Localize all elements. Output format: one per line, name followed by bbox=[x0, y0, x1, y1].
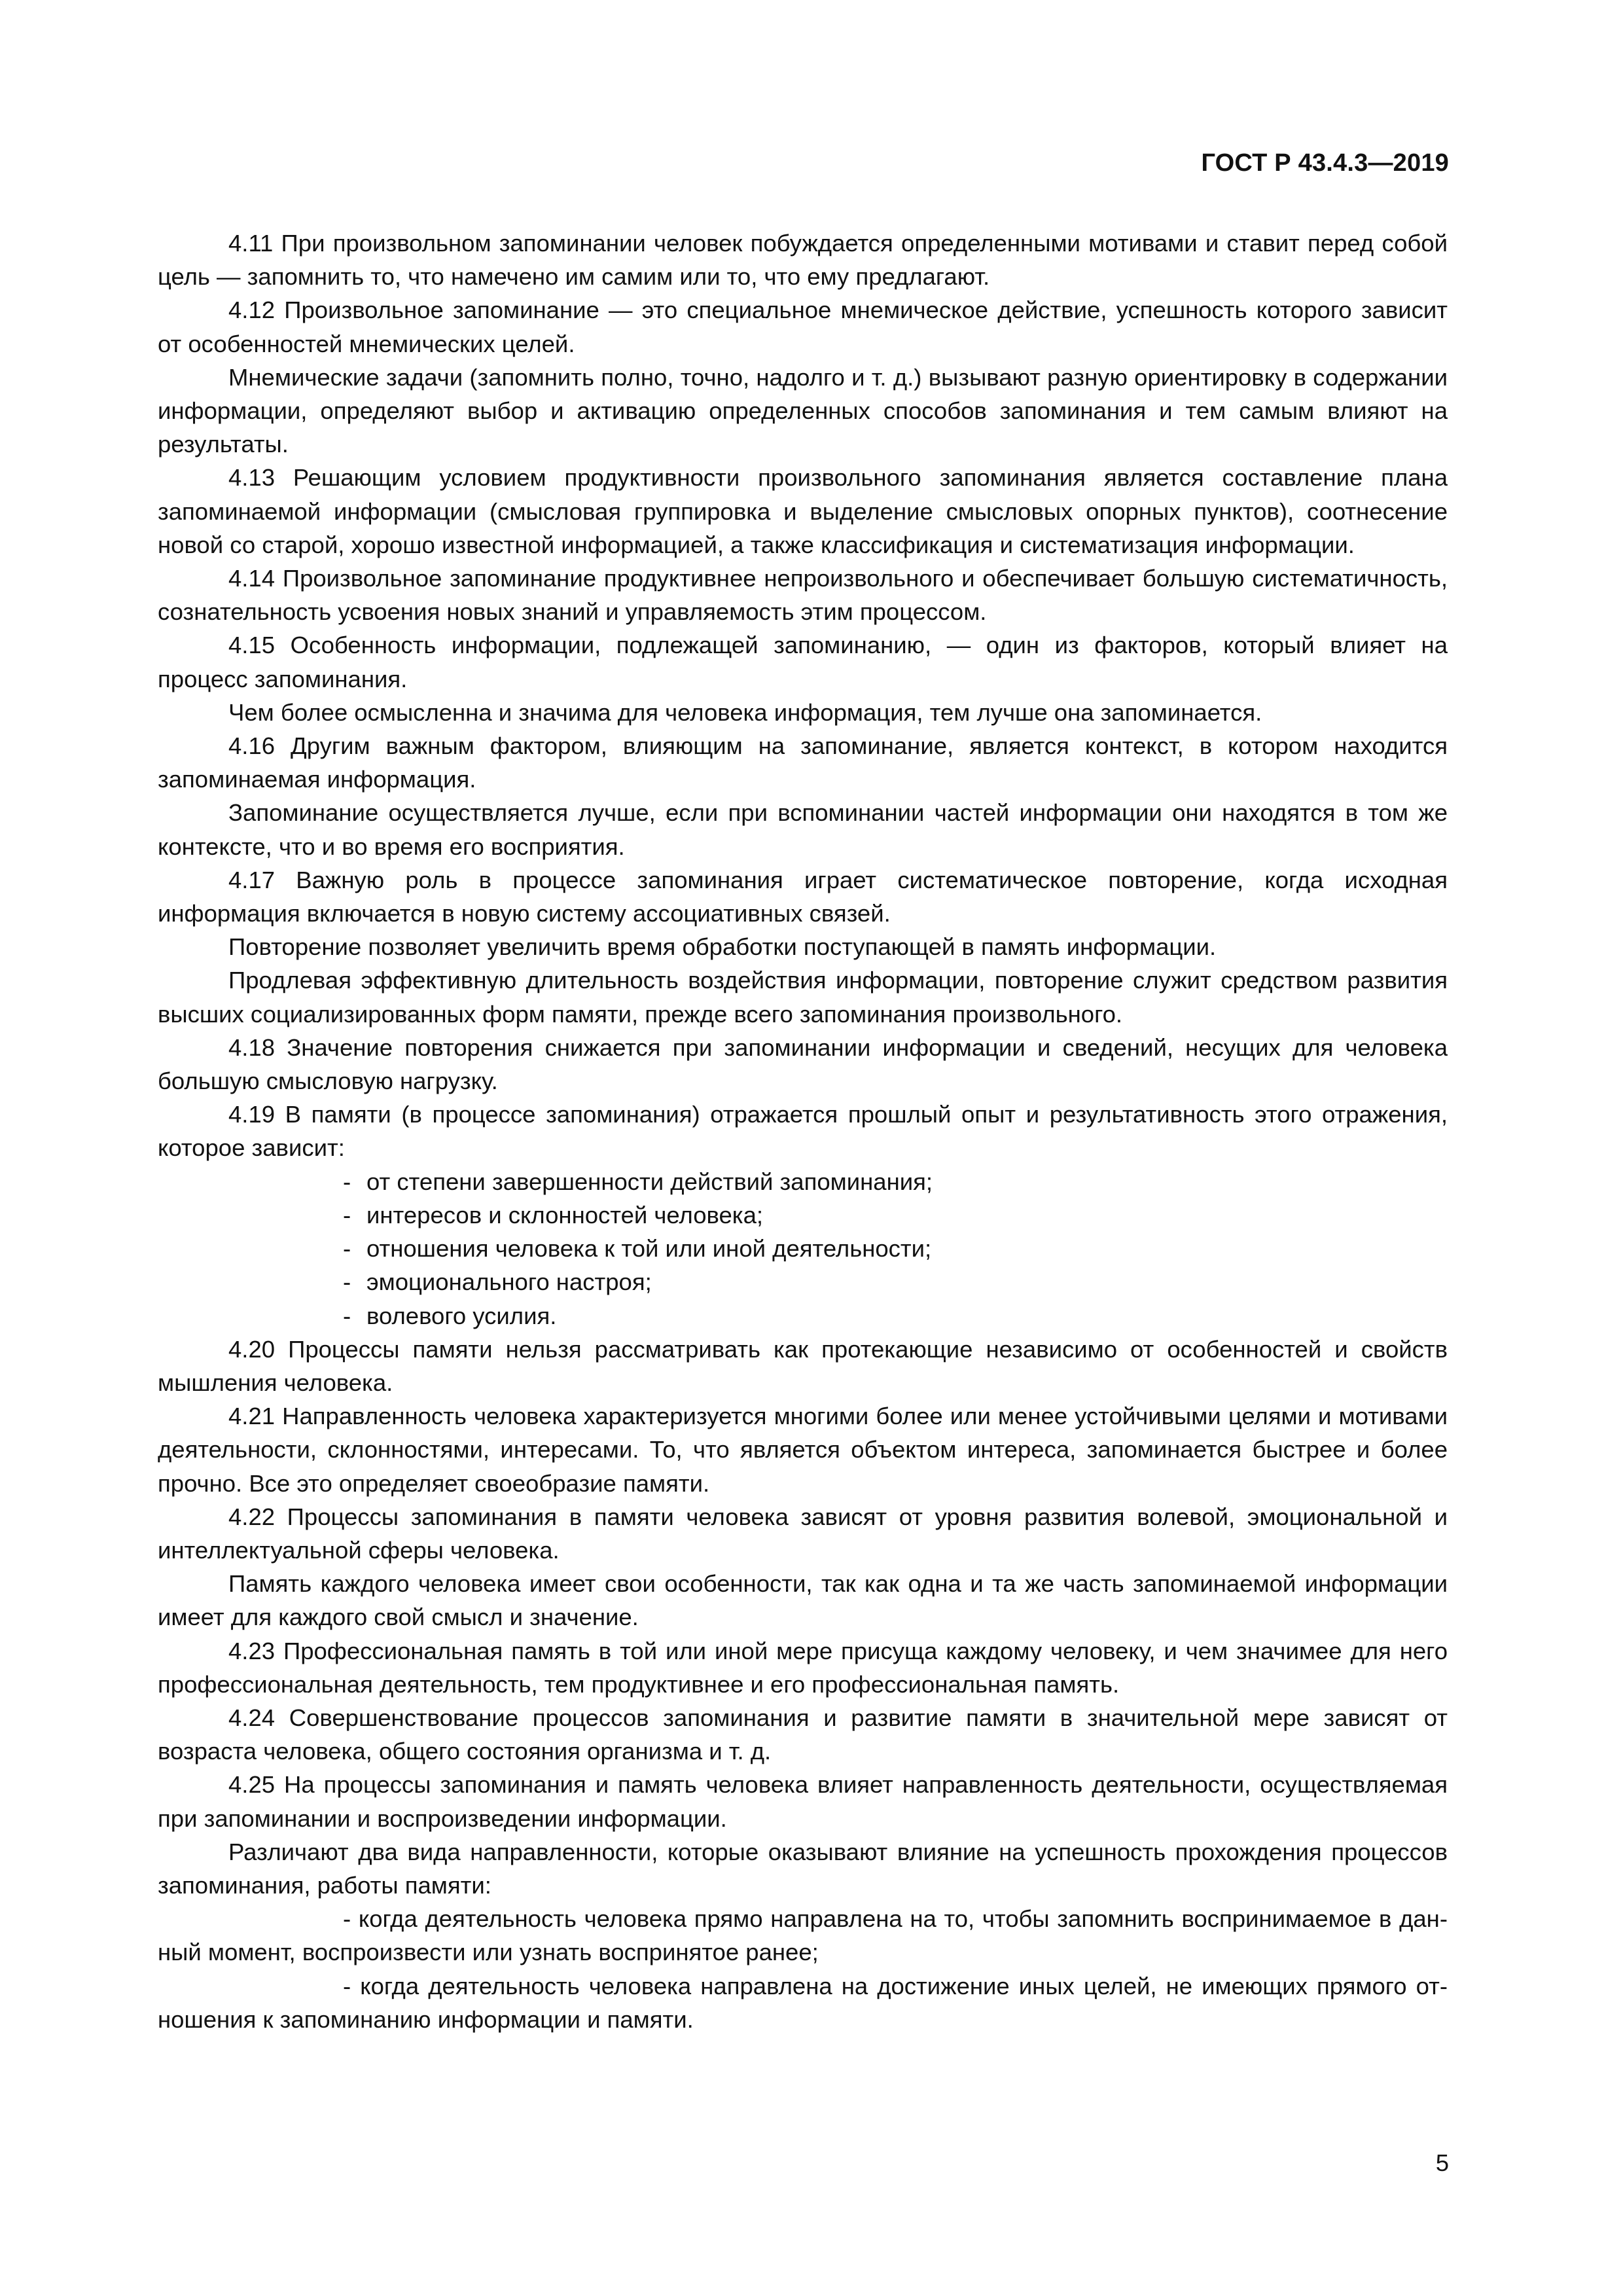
paragraph-4-12: 4.12 Произвольное запоминание — это специальное мнемическое действие, успешность которого зависит от особенностей мнемических целей. bbox=[158, 296, 1448, 357]
paragraph-two-kinds: Различают два вида направленности, которые оказывают влияние на успешность прохождения процессов запоминания, работы памяти: bbox=[158, 1838, 1448, 1899]
paragraph-4-25: 4.25 На процессы запоминания и память человека влияет направленность деятельности, осуществляемая при запоминании и воспроизведении информации. bbox=[158, 1771, 1448, 1832]
page-body bbox=[158, 226, 1448, 2036]
standard-designation: ГОСТ Р 43.4.3—2019 bbox=[1201, 149, 1449, 177]
paragraph-repetition-effect: Продлевая эффективную длительность воздействия информации, повторение служит средством развития высших социализированных форм памяти, прежде всего запоминания произвольного. bbox=[158, 967, 1448, 1028]
list-item: - когда деятельность человека направлена на достижение иных целей, не имеющих прямого отношения к запоминанию информации и памяти. bbox=[158, 1972, 1448, 2033]
list-dash: - bbox=[343, 1168, 351, 1195]
list-item: - эмоционального настроя; bbox=[158, 1265, 1448, 1299]
paragraph-4-20: 4.20 Процессы памяти нельзя рассматривать как протекающие независимо от особенностей и свойств мышления человека. bbox=[158, 1335, 1448, 1396]
list-item: - от степени завершенности действий запоминания; bbox=[158, 1165, 1448, 1198]
list-item: - отношения человека к той или иной деятельности; bbox=[158, 1232, 1448, 1265]
paragraph-repetition-time: Повторение позволяет увеличить время обработки поступающей в память информации. bbox=[228, 933, 1217, 961]
paragraph-4-14: 4.14 Произвольное запоминание продуктивнее непроизвольного и обеспечивает большую систематичность, сознательность усвоения новых знаний и управляемость этим процессом. bbox=[158, 565, 1448, 626]
paragraph-4-13: 4.13 Решающим условием продуктивности произвольного запоминания является составление плана запоминаемой информации (смысловая группировка и выделение смысловых опорных пунктов), соотнесение новой со старой, хорошо известной информацией, а также классификация и систематизация информации. bbox=[158, 464, 1448, 558]
paragraph-4-11: 4.11 При произвольном запоминании человек побуждается определенными мотивами и ставит перед собой цель — запомнить то, что намечено им самим или то, что ему предлагают. bbox=[158, 230, 1448, 291]
paragraph-meaningful-info: Чем более осмысленна и значима для человека информация, тем лучше она запоминается. bbox=[228, 698, 1262, 726]
paragraph-4-24: 4.24 Совершенствование процессов запоминания и развитие памяти в значительной мере зависят от возраста человека, общего состояния организма и т. д. bbox=[158, 1704, 1448, 1765]
list-dash: - bbox=[343, 1201, 351, 1229]
list-dash: - bbox=[343, 1268, 351, 1296]
paragraph-context: Запоминание осуществляется лучше, если при вспоминании частей информации они находятся в том же контексте, что и во время его восприятия. bbox=[158, 799, 1448, 860]
paragraph-individual-memory: Память каждого человека имеет свои особенности, так как одна и та же часть запоминаемой информации имеет для каждого свой смысл и значение. bbox=[158, 1570, 1448, 1631]
paragraph-4-17: 4.17 Важную роль в процессе запоминания играет систематическое повторение, когда исходная информация включается в новую систему ассоциативных связей. bbox=[158, 866, 1448, 927]
list-dash: - bbox=[343, 1235, 351, 1263]
list-item: - когда деятельность человека прямо направлена на то, чтобы запомнить воспринимаемое в данный момент, воспроизвести или узнать воспринятое ранее; bbox=[158, 1905, 1448, 1966]
paragraph-4-16: 4.16 Другим важным фактором, влияющим на запоминание, является контекст, в котором находится запоминаемая информация. bbox=[158, 732, 1448, 793]
paragraph-mnemonic-tasks: Мнемические задачи (запомнить полно, точно, надолго и т. д.) вызывают разную ориентировку в содержании информации, определяют выбор и активацию определенных способов запоминания и тем самым влияют на результаты. bbox=[158, 363, 1448, 458]
list-item: - интересов и склонностей человека; bbox=[158, 1198, 1448, 1232]
list-item: - волевого усилия. bbox=[158, 1299, 1448, 1333]
paragraph-4-23: 4.23 Профессиональная память в той или иной мере присуща каждому человеку, и чем значимее для него профессиональная деятельность, тем продуктивнее и его профессиональная память. bbox=[158, 1637, 1448, 1698]
paragraph-4-21: 4.21 Направленность человека характеризуется многими более или менее устойчивыми целями и мотивами деятельности, склонностями, интересами. То, что является объектом интереса, запоминается быстрее и более прочно. Все это определяет своеобразие памяти. bbox=[158, 1403, 1448, 1497]
paragraph-4-22: 4.22 Процессы запоминания в памяти человека зависят от уровня развития волевой, эмоциональной и интеллектуальной сферы человека. bbox=[158, 1503, 1448, 1564]
paragraph-4-19: 4.19 В памяти (в процессе запоминания) отражается прошлый опыт и результативность этого отражения, которое зависит: bbox=[158, 1101, 1448, 1162]
paragraph-4-18: 4.18 Значение повторения снижается при запоминании информации и сведений, несущих для человека большую смысловую нагрузку. bbox=[158, 1033, 1448, 1095]
page-number: 5 bbox=[1435, 2149, 1449, 2176]
list-dash: - bbox=[343, 1302, 351, 1329]
paragraph-4-15: 4.15 Особенность информации, подлежащей запоминанию, — один из факторов, который влияет на процесс запоминания. bbox=[158, 632, 1448, 692]
